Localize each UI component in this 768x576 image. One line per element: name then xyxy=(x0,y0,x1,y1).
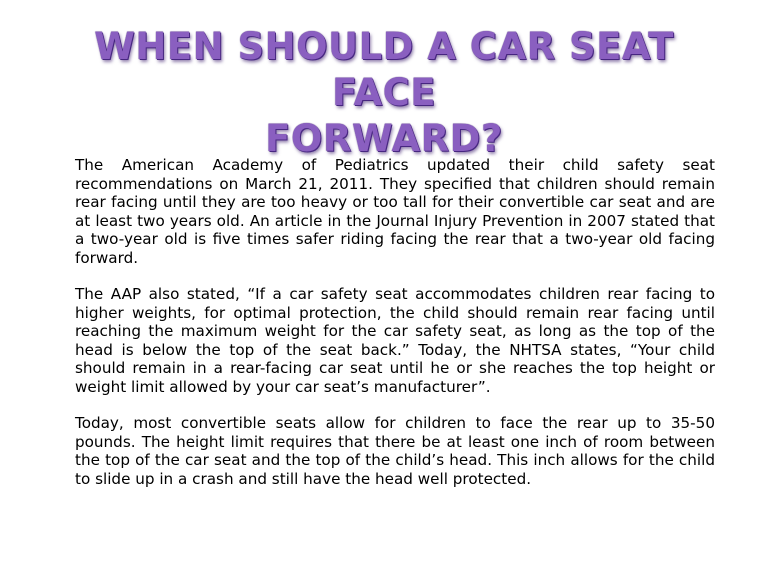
body-paragraph-2: The AAP also stated, “If a car safety seat accommodates children rear facing to higher weights, for optimal protection, the child should remain rear facing until reaching the maximum weight for the car safety seat, as long as the top of the head is below the top of the seat back.” Today, the NHTSA states, “Your child should remain in a rear-facing car seat until he or she reaches the top height or weight limit allowed by your car seat’s manufacturer”. xyxy=(75,285,715,396)
body-paragraph-3: Today, most convertible seats allow for children to face the rear up to 35-50 pounds. The height limit requires that there be at least one inch of room between the top of the car seat and the top of the child’s head. This inch allows for the child to slide up in a crash and still have the head well protected. xyxy=(75,414,715,488)
body-paragraph-1: The American Academy of Pediatrics updated their child safety seat recommendations on March 21, 2011. They specified that children should remain rear facing until they are too heavy or too tall for their convertible car seat and are at least two years old. An article in the Journal Injury Prevention in 2007 stated that a two-year old is five times safer riding facing the rear that a two-year old facing forward. xyxy=(75,156,715,267)
slide-title-line-1: WHEN SHOULD A CAR SEAT FACE xyxy=(94,25,674,114)
slide-body xyxy=(75,156,715,506)
slide-title-line-2: FORWARD? xyxy=(265,117,503,160)
slide-title xyxy=(40,24,728,162)
